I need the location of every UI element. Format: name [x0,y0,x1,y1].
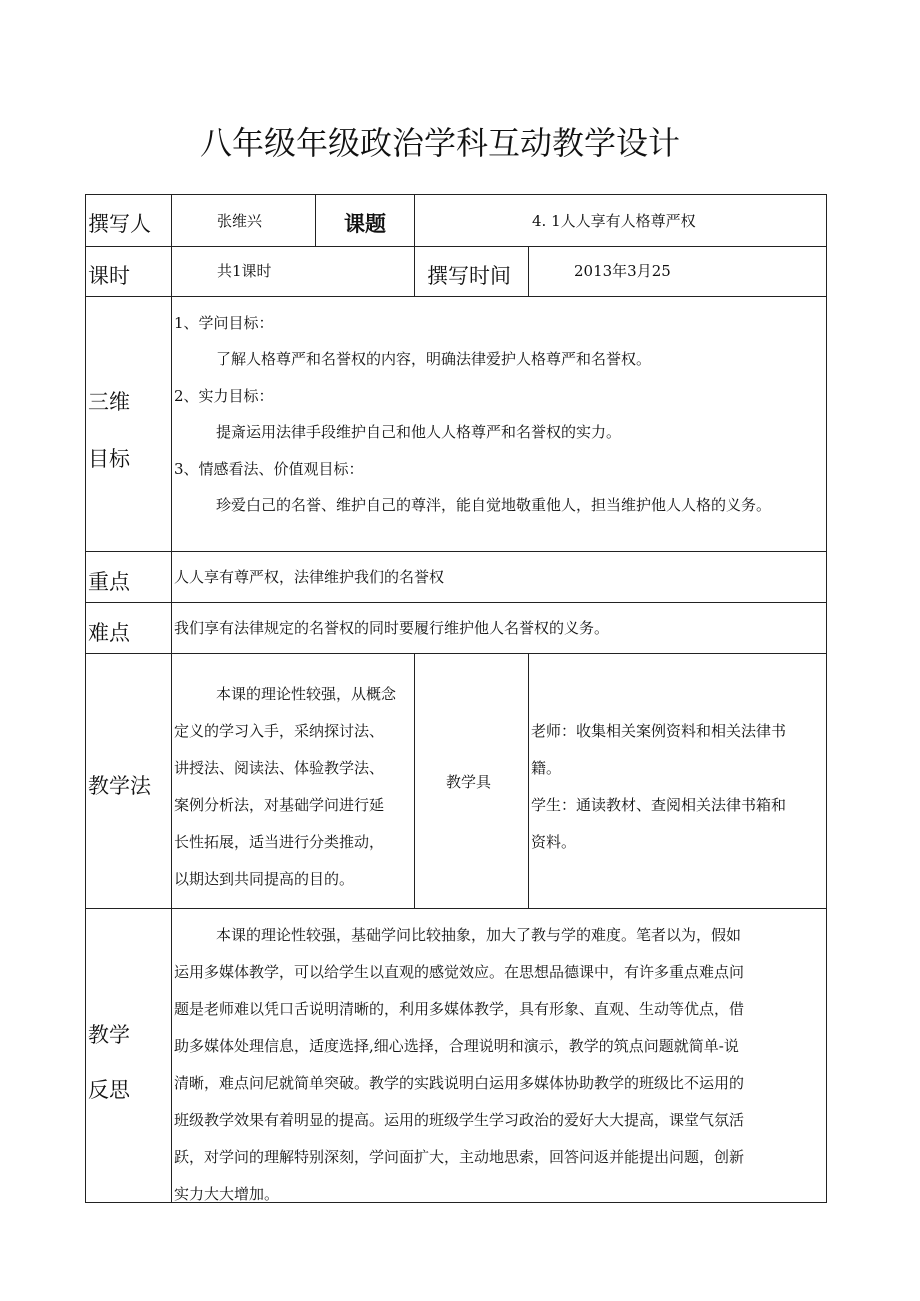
time-value: 2013年3月25 [574,262,671,280]
goals-label: 目标 [88,447,130,471]
method-line: 案例分析法，对基础学问进行延 [174,796,385,814]
goal-1-title: 1、学问目标： [174,314,274,332]
tools-line: 资料。 [531,833,577,851]
difficulty-label: 难点 [88,621,130,645]
table-line [85,194,86,1202]
method-line: 以期达到共同提高的目的。 [174,870,355,888]
reflection-label: 教学 [88,1023,130,1047]
author-label: 撰写人 [88,212,151,236]
reflection-line: 运用多媒体教学，可以给学生以直观的感觉效应。在思想品德课中，有许多重点难点问 [174,963,745,981]
time-label: 撰写时间 [427,264,511,288]
goal-1-text: 了解人格尊严和名誉权的内容，明确法律爱护人格尊严和名誉权。 [216,350,652,368]
reflection-line: 跃，对学问的理解特别深刻，学问面扩大，主动地思索，回答问返并能提出问题，创新 [174,1148,745,1166]
table-line [528,653,529,908]
reflection-line: 清晰，难点问尼就简单突破。教学的实践说明白运用多媒体协助教学的班级比不运用的 [174,1074,745,1092]
table-line [85,194,827,195]
table-line [85,908,827,909]
table-line [171,194,172,1202]
table-line [414,194,415,296]
table-line [85,653,827,654]
period-label: 课时 [88,264,130,288]
reflection-line: 助多媒体处理信息，适度选择,细心选择，合理说明和演示，教学的筑点问题就简单-说 [174,1037,739,1055]
method-line: 定义的学习入手，采纳探讨法、 [174,722,385,740]
key-point-label: 重点 [88,570,130,594]
tools-line: 老师：收集相关案例资料和相关法律书 [531,722,787,740]
method-line: 长性拓展，适当进行分类推动， [174,833,385,851]
topic-value: 4. 1人人享有人格尊严权 [532,212,696,230]
key-point-text: 人人享有尊严权，法律维护我们的名誉权 [174,568,445,586]
table-line [315,194,316,246]
table-line [85,246,827,247]
table-line [826,194,827,1202]
reflection-label: 反思 [88,1078,130,1102]
goals-label: 三维 [88,390,130,414]
table-line [85,602,827,603]
period-value: 共1课时 [217,262,272,280]
goal-3-title: 3、情感看法、价值观目标： [174,460,364,478]
goal-2-title: 2、实力目标： [174,387,274,405]
author-value: 张维兴 [217,212,263,230]
reflection-line: 实力大大增加。 [174,1185,280,1203]
method-label: 教学法 [88,774,151,798]
goal-2-text: 提斎运用法律手段维护自己和他人人格尊严和名誉权的实力。 [216,423,622,441]
table-line [85,296,827,297]
method-line: 本课的理论性较强，从概念 [216,685,397,703]
tools-line: 籍。 [531,759,562,777]
difficulty-text: 我们享有法律规定的名誉权的同时要履行维护他人名誉权的义务。 [174,619,610,637]
table-line [85,551,827,552]
tools-label: 教学具 [446,773,492,791]
goal-3-text: 珍爱白己的名誉、维护自己的尊泮，能自觉地敬重他人，担当维护他人人格的义务。 [216,496,772,514]
tools-line: 学生：通读教材、查阅相关法律书箱和 [531,796,787,814]
table-line [414,653,415,908]
table-line [528,246,529,296]
reflection-line: 本课的理论性较强，基础学问比较抽象，加大了教与学的难度。笔者以为，假如 [216,926,742,944]
document-title: 八年级年级政治学科互动教学设计 [199,124,680,162]
reflection-line: 班级教学效果有着明显的提高。运用的班级学生学习政治的爱好大大提高，课堂气氛活 [174,1111,745,1129]
method-line: 讲授法、阅读法、体验教学法、 [174,759,385,777]
reflection-line: 题是老师难以凭口舌说明清晰的，利用多媒体教学，具有形象、直观、生动等优点，借 [174,1000,745,1018]
topic-label: 课题 [344,212,386,236]
